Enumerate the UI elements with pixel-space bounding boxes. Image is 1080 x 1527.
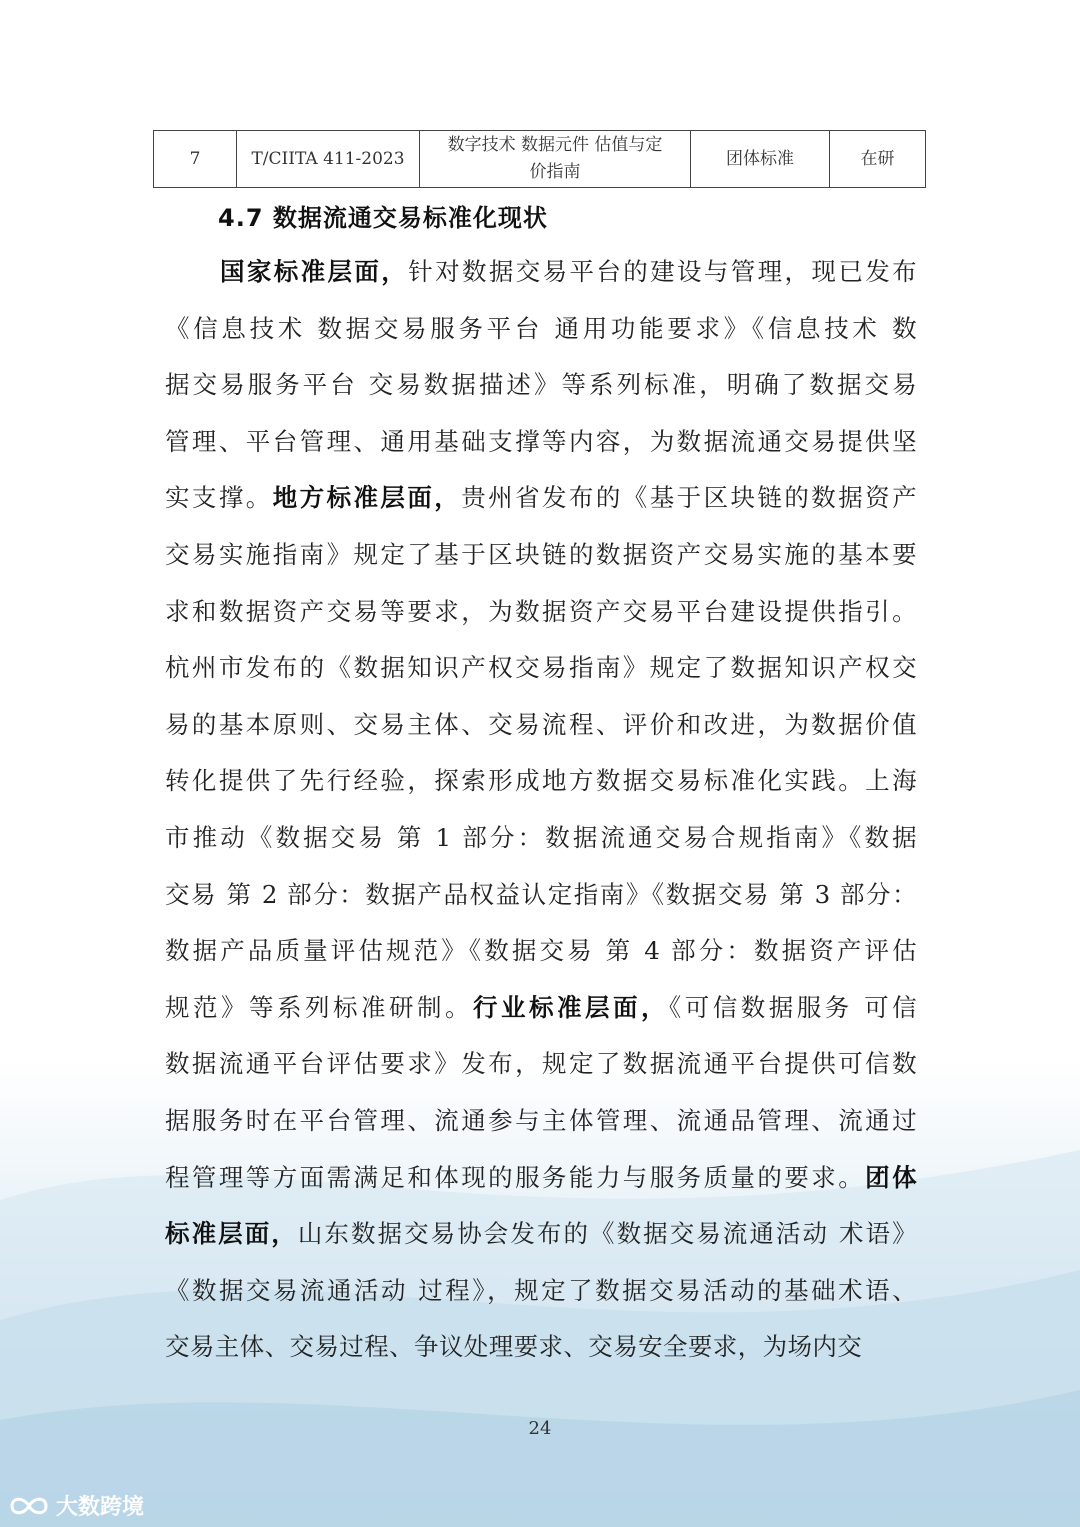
text-run: 易的基本原则、交易主体、交易流程、评价和改进，为数据价值 (165, 709, 917, 739)
paragraph-line (165, 697, 917, 754)
paragraph-line (165, 414, 917, 471)
cell-type: 团体标准 (691, 131, 830, 188)
text-run: 贵州省发布的《基于区块链的数据资产 (461, 483, 917, 513)
paragraph-line (165, 1150, 917, 1207)
text-run: 数据产品质量评估规范》《数据交易 第 4 部分：数据资产评估 (165, 936, 917, 966)
paragraph-line (165, 584, 917, 641)
text-run: 据服务时在平台管理、流通参与主体管理、流通品管理、流通过 (165, 1105, 917, 1135)
watermark (8, 1490, 144, 1521)
table-row (154, 131, 926, 188)
text-run: 《数据交易流通活动 过程》，规定了数据交易活动的基础术语、 (165, 1275, 917, 1305)
paragraph-line (165, 1036, 917, 1093)
text-run: 《可信数据服务 可信 (669, 992, 917, 1022)
text-run: 针对数据交易平台的建设与管理，现已发布 (408, 257, 917, 286)
text-run: 据交易服务平台 交易数据描述》等系列标准，明确了数据交易 (165, 370, 917, 400)
paragraph-line (165, 810, 917, 867)
text-run: 交易实施指南》规定了基于区块链的数据资产交易实施的基本要 (165, 539, 917, 569)
cell-code: T/CIITA 411-2023 (237, 131, 420, 188)
infinity-logo-icon (8, 1493, 50, 1519)
text-run: 规范》等系列标准研制。 (165, 992, 474, 1022)
paragraph-line (165, 867, 917, 924)
bold-run: 行业标准层面， (473, 992, 670, 1022)
text-run: 求和数据资产交易等要求，为数据资产交易平台建设提供指引。 (165, 596, 917, 626)
paragraph-line (165, 357, 917, 414)
paragraph-line (165, 753, 917, 810)
section-title: 4.7 数据流通交易标准化现状 (218, 204, 548, 232)
bold-run: 地方标准层面， (272, 483, 462, 513)
cell-name (420, 131, 691, 188)
text-run: 数据流通平台评估要求》发布，规定了数据流通平台提供可信数 (165, 1049, 917, 1079)
watermark-text: 大数跨境 (56, 1495, 145, 1520)
page-number: 24 (528, 1418, 552, 1439)
paragraph-line (165, 301, 917, 358)
paragraph-line (165, 923, 917, 980)
standards-table (153, 130, 926, 188)
paragraph-line (165, 1093, 917, 1150)
paragraph-line (165, 244, 917, 301)
text-run: 交易主体、交易过程、争议处理要求、交易安全要求，为场内交 (165, 1332, 863, 1362)
body-paragraph (165, 244, 917, 1376)
cell-name-line1: 数字技术 数据元件 估值与定 (447, 135, 663, 155)
paragraph-line (165, 980, 917, 1037)
text-run: 转化提供了先行经验，探索形成地方数据交易标准化实践。上海 (165, 766, 917, 796)
bold-run: 团体 (865, 1162, 917, 1192)
text-run: 交易 第 2 部分：数据产品权益认定指南》《数据交易 第 3 部分： (165, 879, 917, 909)
text-run: 实支撑。 (165, 483, 273, 513)
paragraph-line (165, 1206, 917, 1263)
paragraph-line (165, 470, 917, 527)
text-run: 《信息技术 数据交易服务平台 通用功能要求》《信息技术 数 (165, 313, 917, 343)
paragraph-line (165, 527, 917, 584)
paragraph-line (165, 640, 917, 697)
text-run: 管理、平台管理、通用基础支撑等内容，为数据流通交易提供坚 (165, 426, 917, 456)
paragraph-line (165, 1263, 917, 1320)
cell-status: 在研 (830, 131, 926, 188)
cell-name-line2: 价指南 (529, 162, 581, 182)
paragraph-line (165, 1319, 917, 1376)
text-run: 杭州市发布的《数据知识产权交易指南》规定了数据知识产权交 (165, 653, 917, 683)
text-run: 市推动《数据交易 第 1 部分：数据流通交易合规指南》《数据 (165, 822, 917, 852)
cell-num: 7 (154, 131, 237, 188)
text-run: 程管理等方面需满足和体现的服务能力与服务质量的要求。 (165, 1162, 866, 1192)
text-run: 山东数据交易协会发布的《数据交易流通活动 术语》 (297, 1219, 917, 1249)
bold-run: 国家标准层面， (220, 257, 409, 286)
bold-run: 标准层面， (165, 1219, 298, 1249)
